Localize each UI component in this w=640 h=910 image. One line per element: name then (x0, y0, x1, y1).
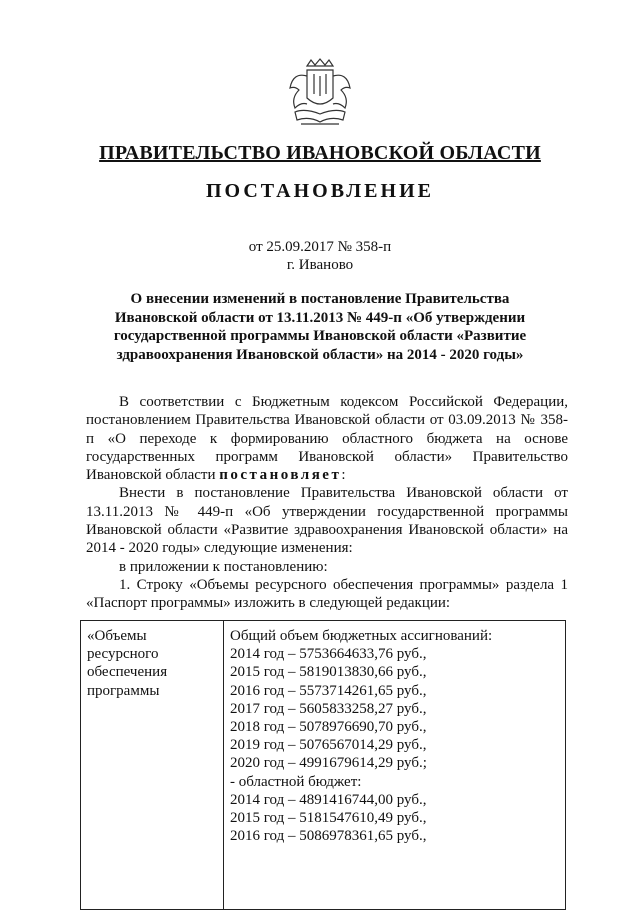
content-line: 2017 год – 5605833258,27 руб., (230, 700, 427, 717)
label-line: обеспечения (87, 664, 168, 681)
preamble-text: В соответствии с Бюджетным кодексом Российской Федерации, постановлением Правительства Ивановской области от 03.09.2013 № 358-п «О переходе к формированию областного бюджета на основе государственных программ Ивановской области» Правительство Ивановской области (86, 394, 568, 484)
subject-line: государственной программы Ивановской области «Развитие (113, 328, 527, 344)
subject-line: Ивановской области от 13.11.2013 № 449-п «Об утверждении (114, 309, 526, 326)
content-line: 2015 год – 5819013830,66 руб., (230, 664, 427, 681)
item-1-paragraph: 1. Строку «Объемы ресурсного обеспечения программы» раздела 1 «Паспорт программы» изложить в следующей редакции: (86, 576, 568, 612)
decree-body (86, 393, 568, 613)
preamble-paragraph (86, 393, 568, 484)
ivanovo-coat-of-arms-icon (285, 58, 355, 128)
content-line: 2016 год – 5086978361,65 руб., (230, 828, 427, 845)
label-line: программы (87, 682, 160, 699)
appendix-paragraph: в приложении к постановлению: (119, 558, 328, 575)
content-line: 2020 год – 4991679614,29 руб.; (230, 755, 427, 772)
resolves-word: постановляет (219, 467, 342, 484)
row-label-cell (81, 621, 224, 910)
content-line: 2019 год – 5076567014,29 руб., (230, 737, 427, 754)
table-row (81, 621, 566, 910)
government-title: ПРАВИТЕЛЬСТВО ИВАНОВСКОЙ ОБЛАСТИ (99, 142, 541, 164)
content-line: 2015 год – 5181547610,49 руб., (230, 810, 427, 827)
content-line: 2018 год – 5078976690,70 руб., (230, 719, 427, 736)
label-line: «Объемы (87, 628, 147, 644)
label-line: ресурсного (87, 646, 159, 663)
content-line: 2014 год – 4891416744,00 руб., (230, 791, 427, 808)
content-line: 2016 год – 5573714261,65 руб., (230, 682, 427, 699)
date-number-line: от 25.09.2017 № 358-п (248, 239, 392, 255)
content-line: Общий объем бюджетных ассигнований: (230, 628, 493, 644)
amendment-paragraph: Внести в постановление Правительства Ивановской области от 13.11.2013 № 449-п «Об утверждении государственной программы Ивановской области «Развитие здравоохранения Ивановской области» на 2014 - 2020 годы» следующие изменения: (86, 485, 568, 557)
resources-table (80, 620, 566, 910)
document-type-title: ПОСТАНОВЛЕНИЕ (206, 180, 434, 202)
city-line: г. Иваново (286, 257, 354, 273)
subject-line: здравоохранения Ивановской области» на 2014 - 2020 годы» (116, 346, 524, 363)
subject-line: О внесении изменений в постановление Правительства (130, 291, 510, 307)
content-line: - областной бюджет: (230, 773, 362, 790)
preamble-colon: : (341, 467, 346, 484)
row-content-cell (224, 621, 566, 910)
decree-subject (100, 290, 540, 364)
content-line: 2014 год – 5753664633,76 руб., (230, 646, 427, 663)
